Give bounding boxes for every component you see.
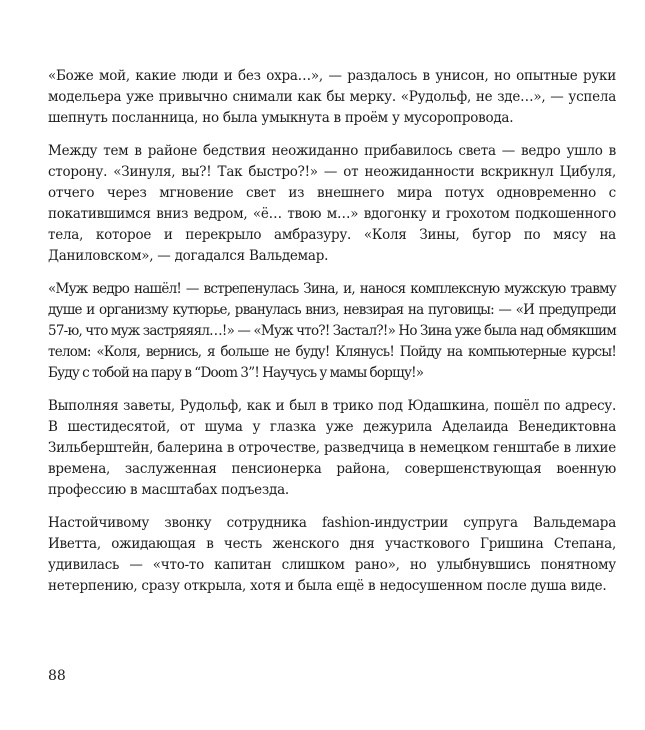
paragraph-3: «Муж ведро нашёл! — встрепенулась Зина, и, нанося комплексную мужскую травму душе и организму кутюрье, рванулась вниз, невзирая на пуговицы: — «И предупреди 57-ю, что муж застряяял…!» — «Муж что?! Застал?!» Но Зина уже была над обмякшим телом: «Коля, вернись, я больше не буду! Клянусь! Пойду на компьютерные курсы! Буду с тобой на пару в “Doom 3”! Научусь у мамы борщу!» — [48, 281, 616, 381]
paragraph-2: Между тем в районе бедствия неожиданно прибавилось света — ведро ушло в сторону. «Зинуля, вы?! Так быстро?!» — от неожиданности вскрикнул Цибуля, отчего через мгновение свет из внешнего мира потух одновременно с покатившимся вниз ведром, «ё… твою м…» вдогонку и грохотом подкошенного тела, которое и перекрыло амбразуру. «Коля Зины, бугор по мясу на Даниловском», — догадался Вальдемар. — [48, 143, 616, 264]
paragraph-5: Настойчивому звонку сотрудника fashion-индустрии супруга Вальдемара Иветта, ожидающая в честь женского дня участкового Гришина Степана, удивилась — «что-то капитан слишком рано», но улыбнувшись понятному нетерпению, сразу открыла, хотя и была ещё в недосушенном после душа виде. — [48, 515, 616, 594]
page-text — [48, 66, 616, 609]
paragraph-1: «Боже мой, какие люди и без охра…», — раздалось в унисон, но опытные руки модельера уже привычно снимали как бы мерку. «Рудольф, не зде…», — успела шепнуть посланница, но была умыкнута в проём у мусоропровода. — [48, 68, 616, 126]
page-number: 88 — [48, 668, 66, 684]
paragraph-4: Выполняя заветы, Рудольф, как и был в трико под Юдашкина, пошёл по адресу. В шестидесятой, от шума у глазка уже дежурила Аделаида Венедиктовна Зильберштейн, балерина в отрочестве, разведчица в немецком генштабе в лихие времена, заслуженная пенсионерка района, совершенствующая военную профессию в масштабах подъезда. — [48, 398, 616, 498]
